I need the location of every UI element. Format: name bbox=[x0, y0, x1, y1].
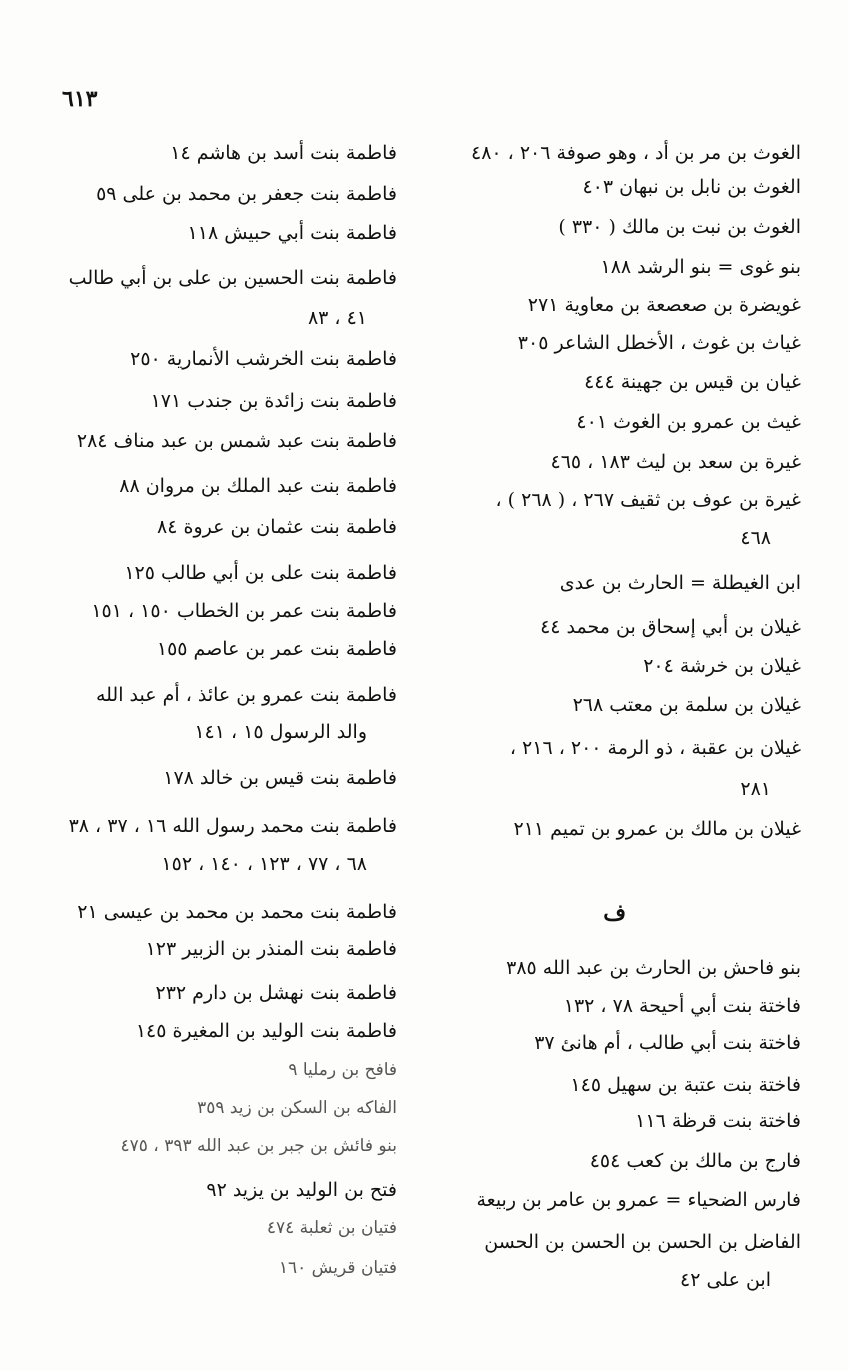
index-entry: فاطمة بنت عبد شمس بن عبد مناف ٢٨٤ bbox=[76, 430, 397, 452]
index-entry: غيلان بن مالك بن عمرو بن تميم ٢١١ bbox=[513, 818, 801, 840]
index-entry: فاطمة بنت عمر بن عاصم ١٥٥ bbox=[156, 638, 397, 660]
index-entry-continuation: ابن على ٤٢ bbox=[680, 1269, 771, 1291]
index-entry: غيث بن عمرو بن الغوث ٤٠١ bbox=[576, 411, 801, 433]
index-entry-continuation: والد الرسول ١٥ ، ١٤١ bbox=[194, 721, 367, 743]
index-entry: الفاضل بن الحسن بن الحسن بن الحسن bbox=[484, 1231, 801, 1253]
index-entry: فاطمة بنت الوليد بن المغيرة ١٤٥ bbox=[135, 1020, 397, 1042]
index-entry: فاطمة بنت الحسين بن على بن أبي طالب bbox=[68, 267, 397, 289]
index-entry: فاطمة بنت جعفر بن محمد بن على ٥٩ bbox=[96, 183, 397, 205]
index-entry: فاطمة بنت عمرو بن عائذ ، أم عبد الله bbox=[95, 684, 397, 706]
index-entry: ابن الغيطلة = الحارث بن عدى bbox=[559, 572, 801, 594]
index-entry: غيلان بن أبي إسحاق بن محمد ٤٤ bbox=[540, 616, 801, 638]
index-entry: بنو فائش بن جبر بن عبد الله ٣٩٣ ، ٤٧٥ bbox=[120, 1136, 397, 1156]
index-entry: فاختة بنت قرظة ١١٦ bbox=[635, 1110, 801, 1132]
index-entry: فارس الضحياء = عمرو بن عامر بن ربيعة bbox=[476, 1189, 801, 1211]
index-entry: غياث بن غوث ، الأخطل الشاعر ٣٠٥ bbox=[517, 332, 801, 354]
index-entry: غيرة بن عوف بن ثقيف ٢٦٧ ، ( ٢٦٨ ) ، bbox=[495, 489, 801, 511]
index-entry: غيلان بن خرشة ٢٠٤ bbox=[643, 655, 801, 677]
index-entry: فاطمة بنت المنذر بن الزبير ١٢٣ bbox=[145, 938, 397, 960]
index-entry: فاطمة بنت محمد رسول الله ١٦ ، ٣٧ ، ٣٨ bbox=[68, 815, 397, 837]
index-entry: الغوث بن نبت بن مالك ( ٣٣٠ ) bbox=[558, 216, 801, 238]
index-entry: غيلان بن عقبة ، ذو الرمة ٢٠٠ ، ٢١٦ ، bbox=[509, 737, 801, 759]
index-entry: فاطمة بنت زائدة بن جندب ١٧١ bbox=[150, 390, 397, 412]
index-entry: فافح بن رمليا ٩ bbox=[288, 1060, 397, 1080]
index-entry: فاطمة بنت أبي حبيش ١١٨ bbox=[187, 222, 397, 244]
index-entry: فاطمة بنت على بن أبي طالب ١٢٥ bbox=[124, 562, 397, 584]
index-entry: فاطمة بنت أسد بن هاشم ١٤ bbox=[170, 142, 397, 164]
index-entry: الفاكه بن السكن بن زيد ٣٥٩ bbox=[197, 1098, 397, 1118]
index-entry-continuation: ٤٦٨ bbox=[740, 527, 771, 549]
index-entry: فارج بن مالك بن كعب ٤٥٤ bbox=[589, 1150, 801, 1172]
index-entry-continuation: ٦٨ ، ٧٧ ، ١٢٣ ، ١٤٠ ، ١٥٢ bbox=[161, 853, 367, 875]
index-entry: فاطمة بنت قيس بن خالد ١٧٨ bbox=[163, 767, 397, 789]
index-entry: غويضرة بن صعصعة بن معاوية ٢٧١ bbox=[527, 294, 801, 316]
index-entry-continuation: ٢٨١ bbox=[740, 778, 771, 800]
index-entry: فاطمة بنت نهشل بن دارم ٢٣٢ bbox=[155, 982, 397, 1004]
index-entry: الغوث بن نابل بن نبهان ٤٠٣ bbox=[582, 176, 801, 198]
index-entry: غيرة بن سعد بن ليث ١٨٣ ، ٤٦٥ bbox=[550, 451, 801, 473]
index-entry: فاختة بنت أبي أحيحة ٧٨ ، ١٣٢ bbox=[563, 995, 801, 1017]
index-entry: فتيان قريش ١٦٠ bbox=[278, 1258, 397, 1278]
index-entry: فاطمة بنت عبد الملك بن مروان ٨٨ bbox=[119, 475, 397, 497]
index-entry: فاطمة بنت عثمان بن عروة ٨٤ bbox=[157, 516, 397, 538]
index-entry: الغوث بن مر بن أد ، وهو صوفة ٢٠٦ ، ٤٨٠ bbox=[471, 142, 801, 164]
index-entry: فاطمة بنت عمر بن الخطاب ١٥٠ ، ١٥١ bbox=[91, 600, 397, 622]
index-entry: غيلان بن سلمة بن معتب ٢٦٨ bbox=[572, 694, 801, 716]
index-entry: فتح بن الوليد بن يزيد ٩٢ bbox=[206, 1179, 397, 1201]
index-entry: فاطمة بنت محمد بن محمد بن عيسى ٢١ bbox=[77, 901, 397, 923]
index-entry: فاختة بنت أبي طالب ، أم هانئ ٣٧ bbox=[534, 1032, 801, 1054]
index-entry: بنو فاحش بن الحارث بن عبد الله ٣٨٥ bbox=[506, 957, 801, 979]
page-number: ٦١٣ bbox=[62, 86, 98, 112]
index-entry: غيان بن قيس بن جهينة ٤٤٤ bbox=[584, 371, 801, 393]
index-entry: فاختة بنت عتبة بن سهيل ١٤٥ bbox=[570, 1074, 801, 1096]
index-entry-continuation: ٤١ ، ٨٣ bbox=[307, 307, 367, 329]
index-entry: فاطمة بنت الخرشب الأنمارية ٢٥٠ bbox=[130, 348, 397, 370]
index-entry: بنو غوى = بنو الرشد ١٨٨ bbox=[600, 256, 801, 278]
index-entry: فتيان بن ثعلبة ٤٧٤ bbox=[266, 1218, 397, 1238]
section-letter-heading: ف bbox=[603, 900, 626, 926]
